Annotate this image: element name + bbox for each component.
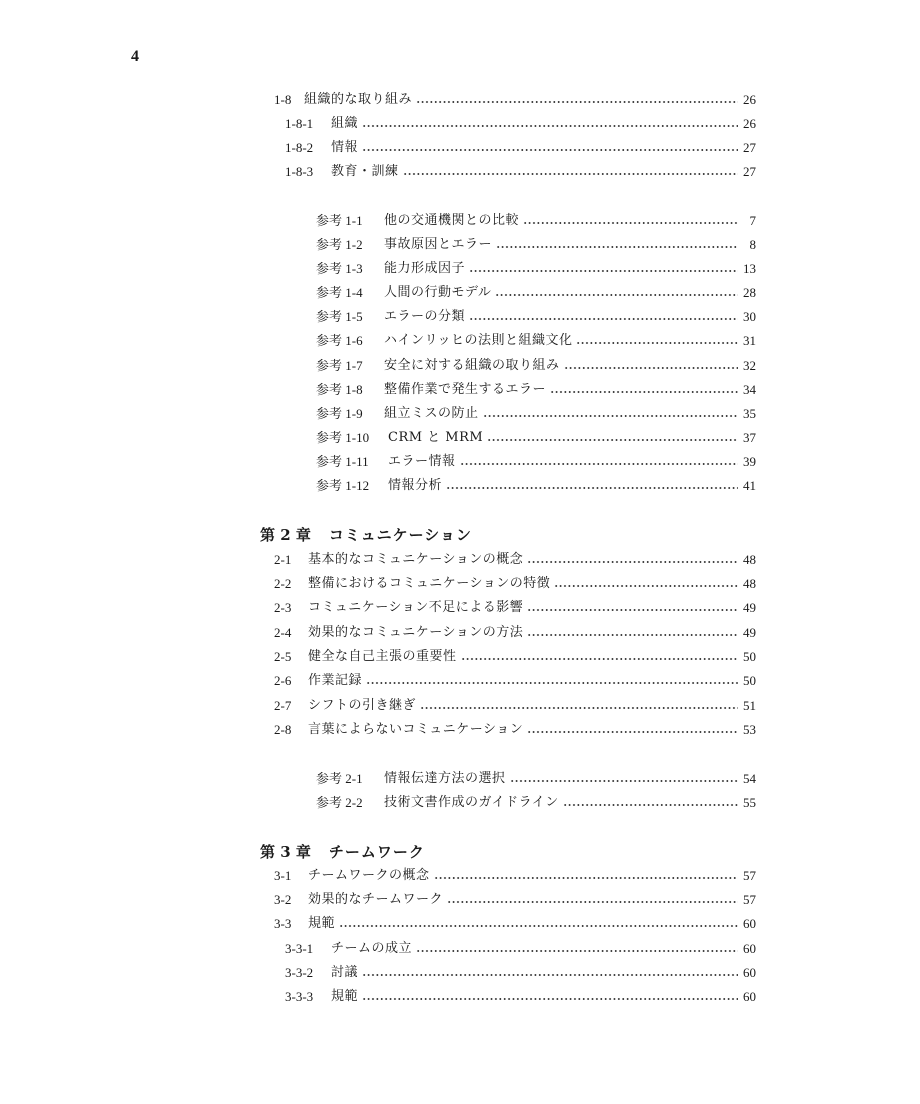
leader-dots xyxy=(420,707,738,709)
toc-entry-2-8[interactable] xyxy=(274,719,756,741)
entry-title: 情報分析 xyxy=(388,478,443,493)
entry-title: 人間の行動モデル xyxy=(384,285,492,300)
chapter-label: 第 2 章 xyxy=(260,526,311,544)
leader-dots xyxy=(495,294,738,296)
entry-title: CRM と MRM xyxy=(388,430,484,445)
entry-page: 32 xyxy=(743,358,756,373)
entry-page: 31 xyxy=(743,333,756,348)
leader-dots xyxy=(403,173,738,175)
entry-number: 参考 1-4 xyxy=(316,285,363,300)
entry-number: 参考 1-6 xyxy=(316,333,363,348)
entry-title: 規範 xyxy=(308,916,336,931)
entry-page: 28 xyxy=(743,285,756,300)
entry-page: 13 xyxy=(743,261,756,276)
entry-number: 参考 1-5 xyxy=(316,309,363,324)
entry-page: 39 xyxy=(743,454,756,469)
toc-reference-1-3[interactable] xyxy=(316,258,756,280)
leader-dots xyxy=(563,804,738,806)
entry-page: 55 xyxy=(743,795,756,810)
leader-dots xyxy=(447,901,738,903)
entry-number: 2-2 xyxy=(274,576,292,591)
entry-page: 26 xyxy=(743,92,756,107)
entry-number: 参考 1-2 xyxy=(316,237,363,252)
entry-page: 50 xyxy=(743,673,756,688)
leader-dots xyxy=(434,877,738,879)
entry-number: 2-8 xyxy=(274,722,292,737)
entry-number: 3-1 xyxy=(274,868,292,883)
entry-page: 60 xyxy=(743,989,756,1004)
leader-dots xyxy=(527,561,738,563)
entry-title: コミュニケーション不足による影響 xyxy=(308,600,524,615)
leader-dots xyxy=(469,270,738,272)
toc-reference-1-4[interactable] xyxy=(316,282,756,304)
toc-reference-1-12[interactable] xyxy=(316,475,756,497)
leader-dots xyxy=(510,780,738,782)
toc-reference-1-2[interactable] xyxy=(316,234,756,256)
entry-title: シフトの引き継ぎ xyxy=(308,698,417,713)
leader-dots xyxy=(483,415,738,417)
entry-number: 参考 1-9 xyxy=(316,406,363,421)
leader-dots xyxy=(527,731,738,733)
entry-title: チームワークの概念 xyxy=(308,868,430,883)
entry-number: 3-2 xyxy=(274,892,292,907)
leader-dots xyxy=(362,149,738,151)
entry-number: 参考 1-1 xyxy=(316,213,363,228)
toc-entry-2-5[interactable] xyxy=(274,646,756,668)
entry-page: 26 xyxy=(743,116,756,131)
chapter-title: チームワーク xyxy=(328,843,425,861)
leader-dots xyxy=(527,634,738,636)
toc-reference-1-5[interactable] xyxy=(316,306,756,328)
toc-reference-2-2[interactable] xyxy=(316,792,756,814)
entry-title: 規範 xyxy=(331,989,359,1004)
entry-number: 参考 1-7 xyxy=(316,358,363,373)
entry-title: 能力形成因子 xyxy=(384,261,466,276)
entry-number: 参考 1-11 xyxy=(316,454,369,469)
entry-title: 言葉によらないコミュニケーション xyxy=(308,722,524,737)
entry-number: 1-8 xyxy=(274,92,292,107)
leader-dots xyxy=(416,101,738,103)
entry-number: 参考 1-3 xyxy=(316,261,363,276)
entry-number: 3-3 xyxy=(274,916,292,931)
leader-dots xyxy=(339,925,738,927)
entry-title: 他の交通機関との比較 xyxy=(384,213,520,228)
entry-page: 50 xyxy=(743,649,756,664)
entry-title: 組織的な取り組み xyxy=(304,92,413,107)
toc-entry-3-3-2[interactable] xyxy=(285,962,756,984)
chapter-title: コミュニケーション xyxy=(328,526,472,544)
leader-dots xyxy=(460,463,738,465)
entry-title: 基本的なコミュニケーションの概念 xyxy=(308,552,524,567)
entry-page: 60 xyxy=(743,941,756,956)
entry-number: 1-8-3 xyxy=(285,164,314,179)
leader-dots xyxy=(527,609,738,611)
leader-dots xyxy=(487,439,738,441)
toc-entry-1-8-1[interactable] xyxy=(285,113,756,135)
entry-title: 整備におけるコミュニケーションの特徴 xyxy=(308,576,551,591)
entry-page: 60 xyxy=(743,965,756,980)
toc-entry-3-1[interactable] xyxy=(274,865,756,887)
toc-entry-3-3[interactable] xyxy=(274,913,756,935)
chapter-2-heading[interactable] xyxy=(260,523,472,547)
leader-dots xyxy=(496,246,738,248)
toc-reference-2-1[interactable] xyxy=(316,768,756,790)
toc-reference-1-10[interactable] xyxy=(316,427,756,449)
leader-dots xyxy=(523,222,738,224)
chapter-label: 第 3 章 xyxy=(260,843,311,861)
entry-number: 1-8-1 xyxy=(285,116,314,131)
entry-number: 参考 1-8 xyxy=(316,382,363,397)
entry-number: 参考 2-2 xyxy=(316,795,363,810)
entry-page: 41 xyxy=(743,478,756,493)
toc-entry-2-7[interactable] xyxy=(274,695,756,717)
entry-number: 2-7 xyxy=(274,698,292,713)
entry-page: 30 xyxy=(743,309,756,324)
leader-dots xyxy=(576,342,738,344)
entry-title: 健全な自己主張の重要性 xyxy=(308,649,457,664)
page-number: 4 xyxy=(131,48,139,65)
entry-number: 参考 1-10 xyxy=(316,430,370,445)
entry-page: 27 xyxy=(743,164,756,179)
entry-title: 効果的なコミュニケーションの方法 xyxy=(308,625,524,640)
entry-title: 作業記録 xyxy=(308,673,363,688)
leader-dots xyxy=(446,487,738,489)
entry-number: 3-3-2 xyxy=(285,965,314,980)
toc-reference-1-8[interactable] xyxy=(316,379,756,401)
entry-page: 49 xyxy=(743,625,756,640)
entry-title: エラー情報 xyxy=(388,454,456,469)
entry-number: 2-5 xyxy=(274,649,292,664)
entry-title: 効果的なチームワーク xyxy=(308,892,444,907)
entry-page: 60 xyxy=(743,916,756,931)
leader-dots xyxy=(550,391,738,393)
entry-title: 組織 xyxy=(331,116,359,131)
toc-entry-3-2[interactable] xyxy=(274,889,756,911)
entry-number: 2-6 xyxy=(274,673,292,688)
entry-title: 整備作業で発生するエラー xyxy=(384,382,547,397)
toc-reference-1-7[interactable] xyxy=(316,355,756,377)
entry-title: 討議 xyxy=(331,965,359,980)
leader-dots xyxy=(461,658,738,660)
entry-page: 34 xyxy=(743,382,756,397)
entry-page: 57 xyxy=(743,868,756,883)
leader-dots xyxy=(554,585,738,587)
toc-reference-1-11[interactable] xyxy=(316,451,756,473)
toc-entry-3-3-1[interactable] xyxy=(285,938,756,960)
entry-title: エラーの分類 xyxy=(384,309,466,324)
entry-page: 48 xyxy=(743,552,756,567)
leader-dots xyxy=(362,998,738,1000)
entry-title: 教育・訓練 xyxy=(331,164,399,179)
entry-number: 2-1 xyxy=(274,552,292,567)
entry-number: 3-3-3 xyxy=(285,989,314,1004)
entry-number: 3-3-1 xyxy=(285,941,314,956)
entry-page: 53 xyxy=(743,722,756,737)
leader-dots xyxy=(564,367,738,369)
toc-entry-1-8[interactable] xyxy=(274,89,756,111)
entry-page: 48 xyxy=(743,576,756,591)
entry-number: 参考 1-12 xyxy=(316,478,370,493)
toc-entry-3-3-3[interactable] xyxy=(285,986,756,1008)
entry-page: 35 xyxy=(743,406,756,421)
toc-entry-1-8-3[interactable] xyxy=(285,161,756,183)
entry-page: 57 xyxy=(743,892,756,907)
leader-dots xyxy=(362,125,738,127)
leader-dots xyxy=(416,950,738,952)
toc-reference-1-1[interactable] xyxy=(316,210,756,232)
entry-page: 7 xyxy=(749,213,756,228)
toc-entry-2-6[interactable] xyxy=(274,670,756,692)
leader-dots xyxy=(366,682,738,684)
entry-page: 54 xyxy=(743,771,756,786)
entry-title: チームの成立 xyxy=(331,941,413,956)
entry-title: ハインリッヒの法則と組織文化 xyxy=(384,333,573,348)
entry-title: 情報 xyxy=(331,140,359,155)
entry-title: 組立ミスの防止 xyxy=(384,406,479,421)
toc-reference-1-6[interactable] xyxy=(316,330,756,352)
entry-page: 27 xyxy=(743,140,756,155)
entry-title: 安全に対する組織の取り組み xyxy=(384,358,560,373)
entry-title: 技術文書作成のガイドライン xyxy=(384,795,559,810)
leader-dots xyxy=(469,318,738,320)
entry-page: 49 xyxy=(743,600,756,615)
entry-title: 事故原因とエラー xyxy=(384,237,493,252)
entry-number: 参考 2-1 xyxy=(316,771,363,786)
entry-page: 8 xyxy=(749,237,756,252)
entry-page: 37 xyxy=(743,430,756,445)
toc-reference-1-9[interactable] xyxy=(316,403,756,425)
entry-page: 51 xyxy=(743,698,756,713)
leader-dots xyxy=(362,974,738,976)
entry-number: 2-3 xyxy=(274,600,292,615)
entry-title: 情報伝達方法の選択 xyxy=(384,771,506,786)
toc-entry-2-3[interactable] xyxy=(274,597,756,619)
toc-entry-2-1[interactable] xyxy=(274,549,756,571)
entry-number: 2-4 xyxy=(274,625,292,640)
toc-entry-2-2[interactable] xyxy=(274,573,756,595)
entry-number: 1-8-2 xyxy=(285,140,314,155)
toc-entry-2-4[interactable] xyxy=(274,622,756,644)
chapter-3-heading[interactable] xyxy=(260,840,425,864)
toc-entry-1-8-2[interactable] xyxy=(285,137,756,159)
